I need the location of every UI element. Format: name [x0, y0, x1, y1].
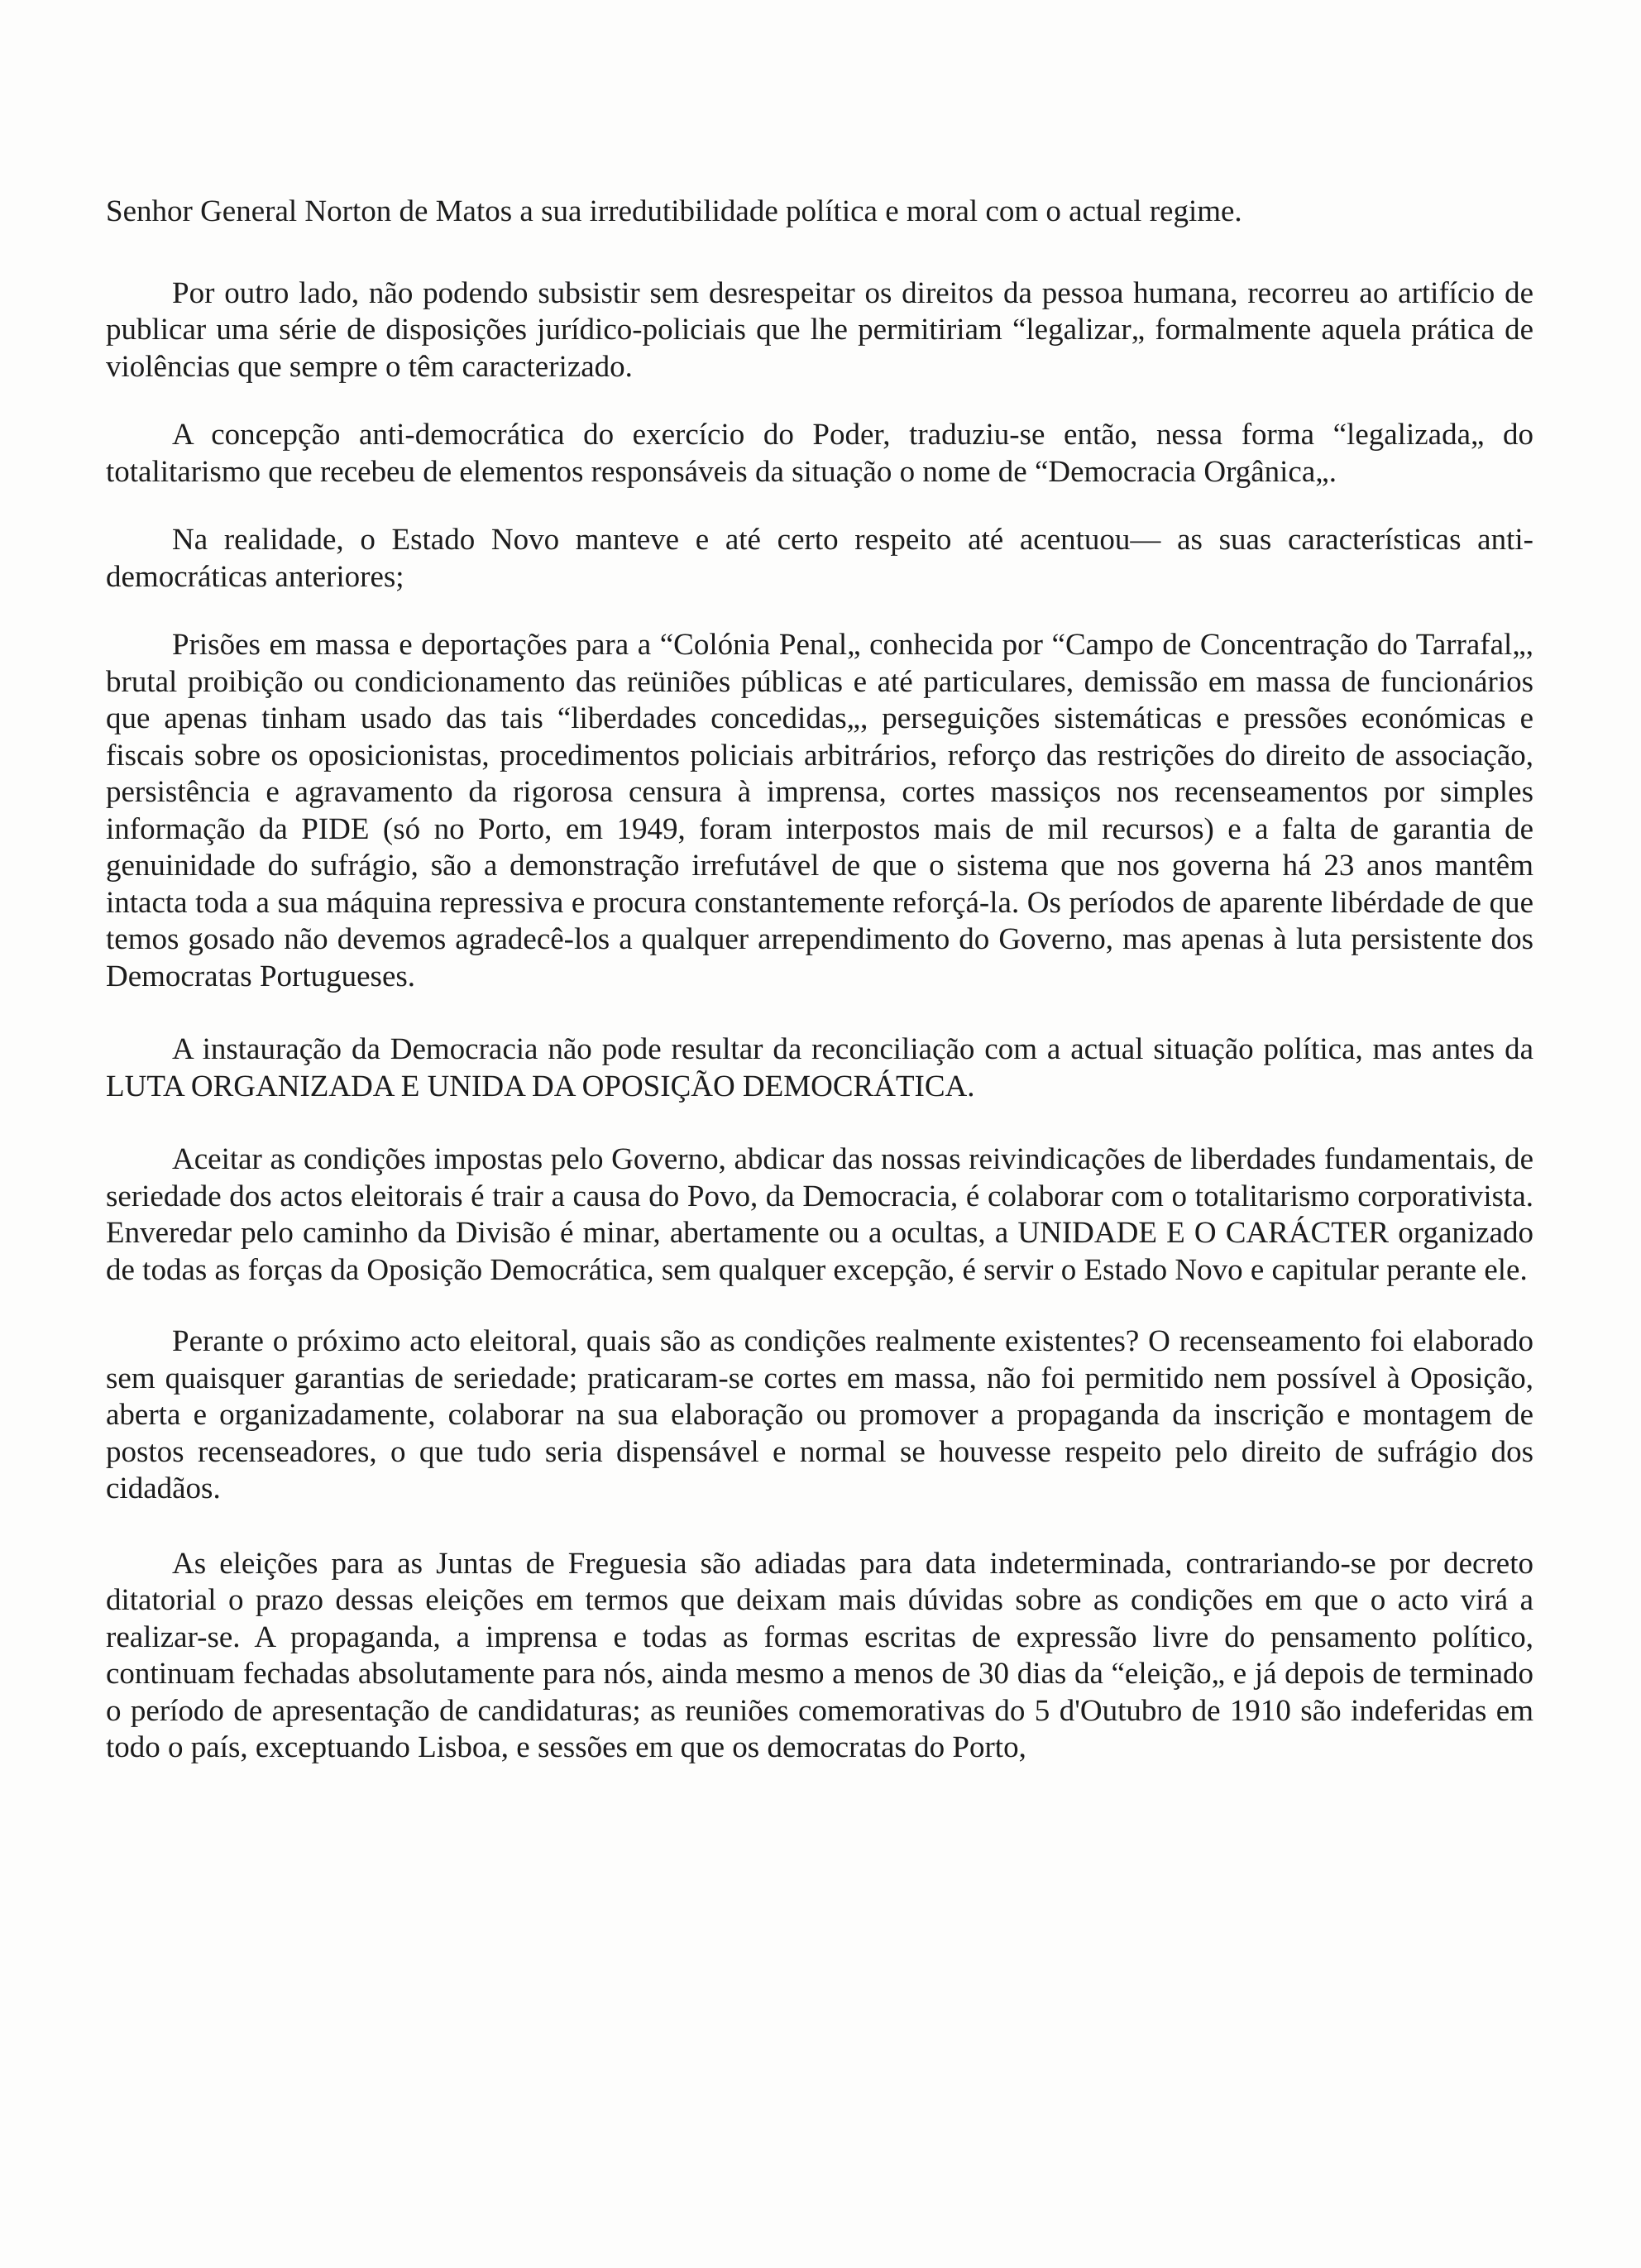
paragraph-1: Senhor General Norton de Matos a sua irredutibilidade política e moral com o actual regime.: [106, 194, 1242, 228]
paragraph-9: As eleições para as Juntas de Freguesia são adiadas para data indeterminada, contrariando-se por decreto ditatorial o prazo dessas eleições em termos que deixam mais dúvidas sobre as condições em que o acto virá a realizar-se. A propaganda, a imprensa e todas as formas escritas de expressão livre do pensamento político, continuam fechadas absolutamente para nós, ainda mesmo a menos de 30 dias da “eleição„ e já depois de terminado o período de apresentação de candidaturas; as reuniões comemorativas do 5 d'Outubro de 1910 são indeferidas em todo o país, exceptuando Lisboa, e sessões em que os democratas do Porto,: [106, 1546, 1533, 1764]
paragraph-4: Na realidade, o Estado Novo manteve e até certo respeito até acentuou— as suas características anti-democráticas anteriores;: [106, 523, 1533, 594]
paragraph-6: A instauração da Democracia não pode resultar da reconciliação com a actual situação política, mas antes da LUTA ORGANIZADA E UNIDA DA OPOSIÇÃO DEMOCRÁTICA.: [106, 1032, 1533, 1103]
paragraph-2: Por outro lado, não podendo subsistir sem desrespeitar os direitos da pessoa humana, recorreu ao artifício de publicar uma série de disposições jurídico-policiais que lhe permitiriam “legalizar„ formalmente aquela prática de violências que sempre o têm caracterizado.: [106, 275, 1533, 384]
paragraph-7: Aceitar as condições impostas pelo Governo, abdicar das nossas reivindicações de liberdades fundamentais, de seriedade dos actos eleitorais é trair a causa do Povo, da Democracia, é colaborar com o totalitarismo corporativista. Enveredar pelo caminho da Divisão é minar, abertamente ou a ocultas, a UNIDADE E O CARÁCTER organizado de todas as forças da Oposição Democrática, sem qualquer excepção, é servir o Estado Novo e capitular perante ele.: [106, 1142, 1533, 1287]
paragraph-8: Perante o próximo acto eleitoral, quais são as condições realmente existentes? O recenseamento foi elaborado sem quaisquer garantias de seriedade; praticaram-se cortes em massa, não foi permitido nem possível à Oposição, aberta e organizadamente, colaborar na sua elaboração ou promover a propaganda da inscrição e montagem de postos recenseadores, o que tudo seria dispensável e normal se houvesse respeito pelo direito de sufrágio dos cidadãos.: [106, 1324, 1533, 1505]
paragraph-3: A concepção anti-democrática do exercício do Poder, traduziu-se então, nessa forma “legalizada„ do totalitarismo que recebeu de elementos responsáveis da situação o nome de “Democracia Orgânica„.: [106, 418, 1533, 489]
document-body: [106, 194, 1533, 1798]
paragraph-5: Prisões em massa e deportações para a “Colónia Penal„ conhecida por “Campo de Concentração do Tarrafal„, brutal proibição ou condicionamento das reüniões públicas e até particulares, demissão em massa de funcionários que apenas tinham usado das tais “liberdades concedidas„, perseguições sistemáticas e pressões económicas e fiscais sobre os oposicionistas, procedimentos policiais arbitrários, reforço das restrições do direito de associação, persistência e agravamento da rigorosa censura à imprensa, cortes massiços nos recenseamentos por simples informação da PIDE (só no Porto, em 1949, foram interpostos mais de mil recursos) e a falta de garantia de genuinidade do sufrágio, são a demonstração irrefutável de que o sistema que nos governa há 23 anos mantêm intacta toda a sua máquina repressiva e procura constantemente reforçá-la. Os períodos de aparente libérdade de que temos gosado não devemos agradecê-los a qualquer arrependimento do Governo, mas apenas à luta persistente dos Democratas Portugueses.: [106, 628, 1533, 993]
